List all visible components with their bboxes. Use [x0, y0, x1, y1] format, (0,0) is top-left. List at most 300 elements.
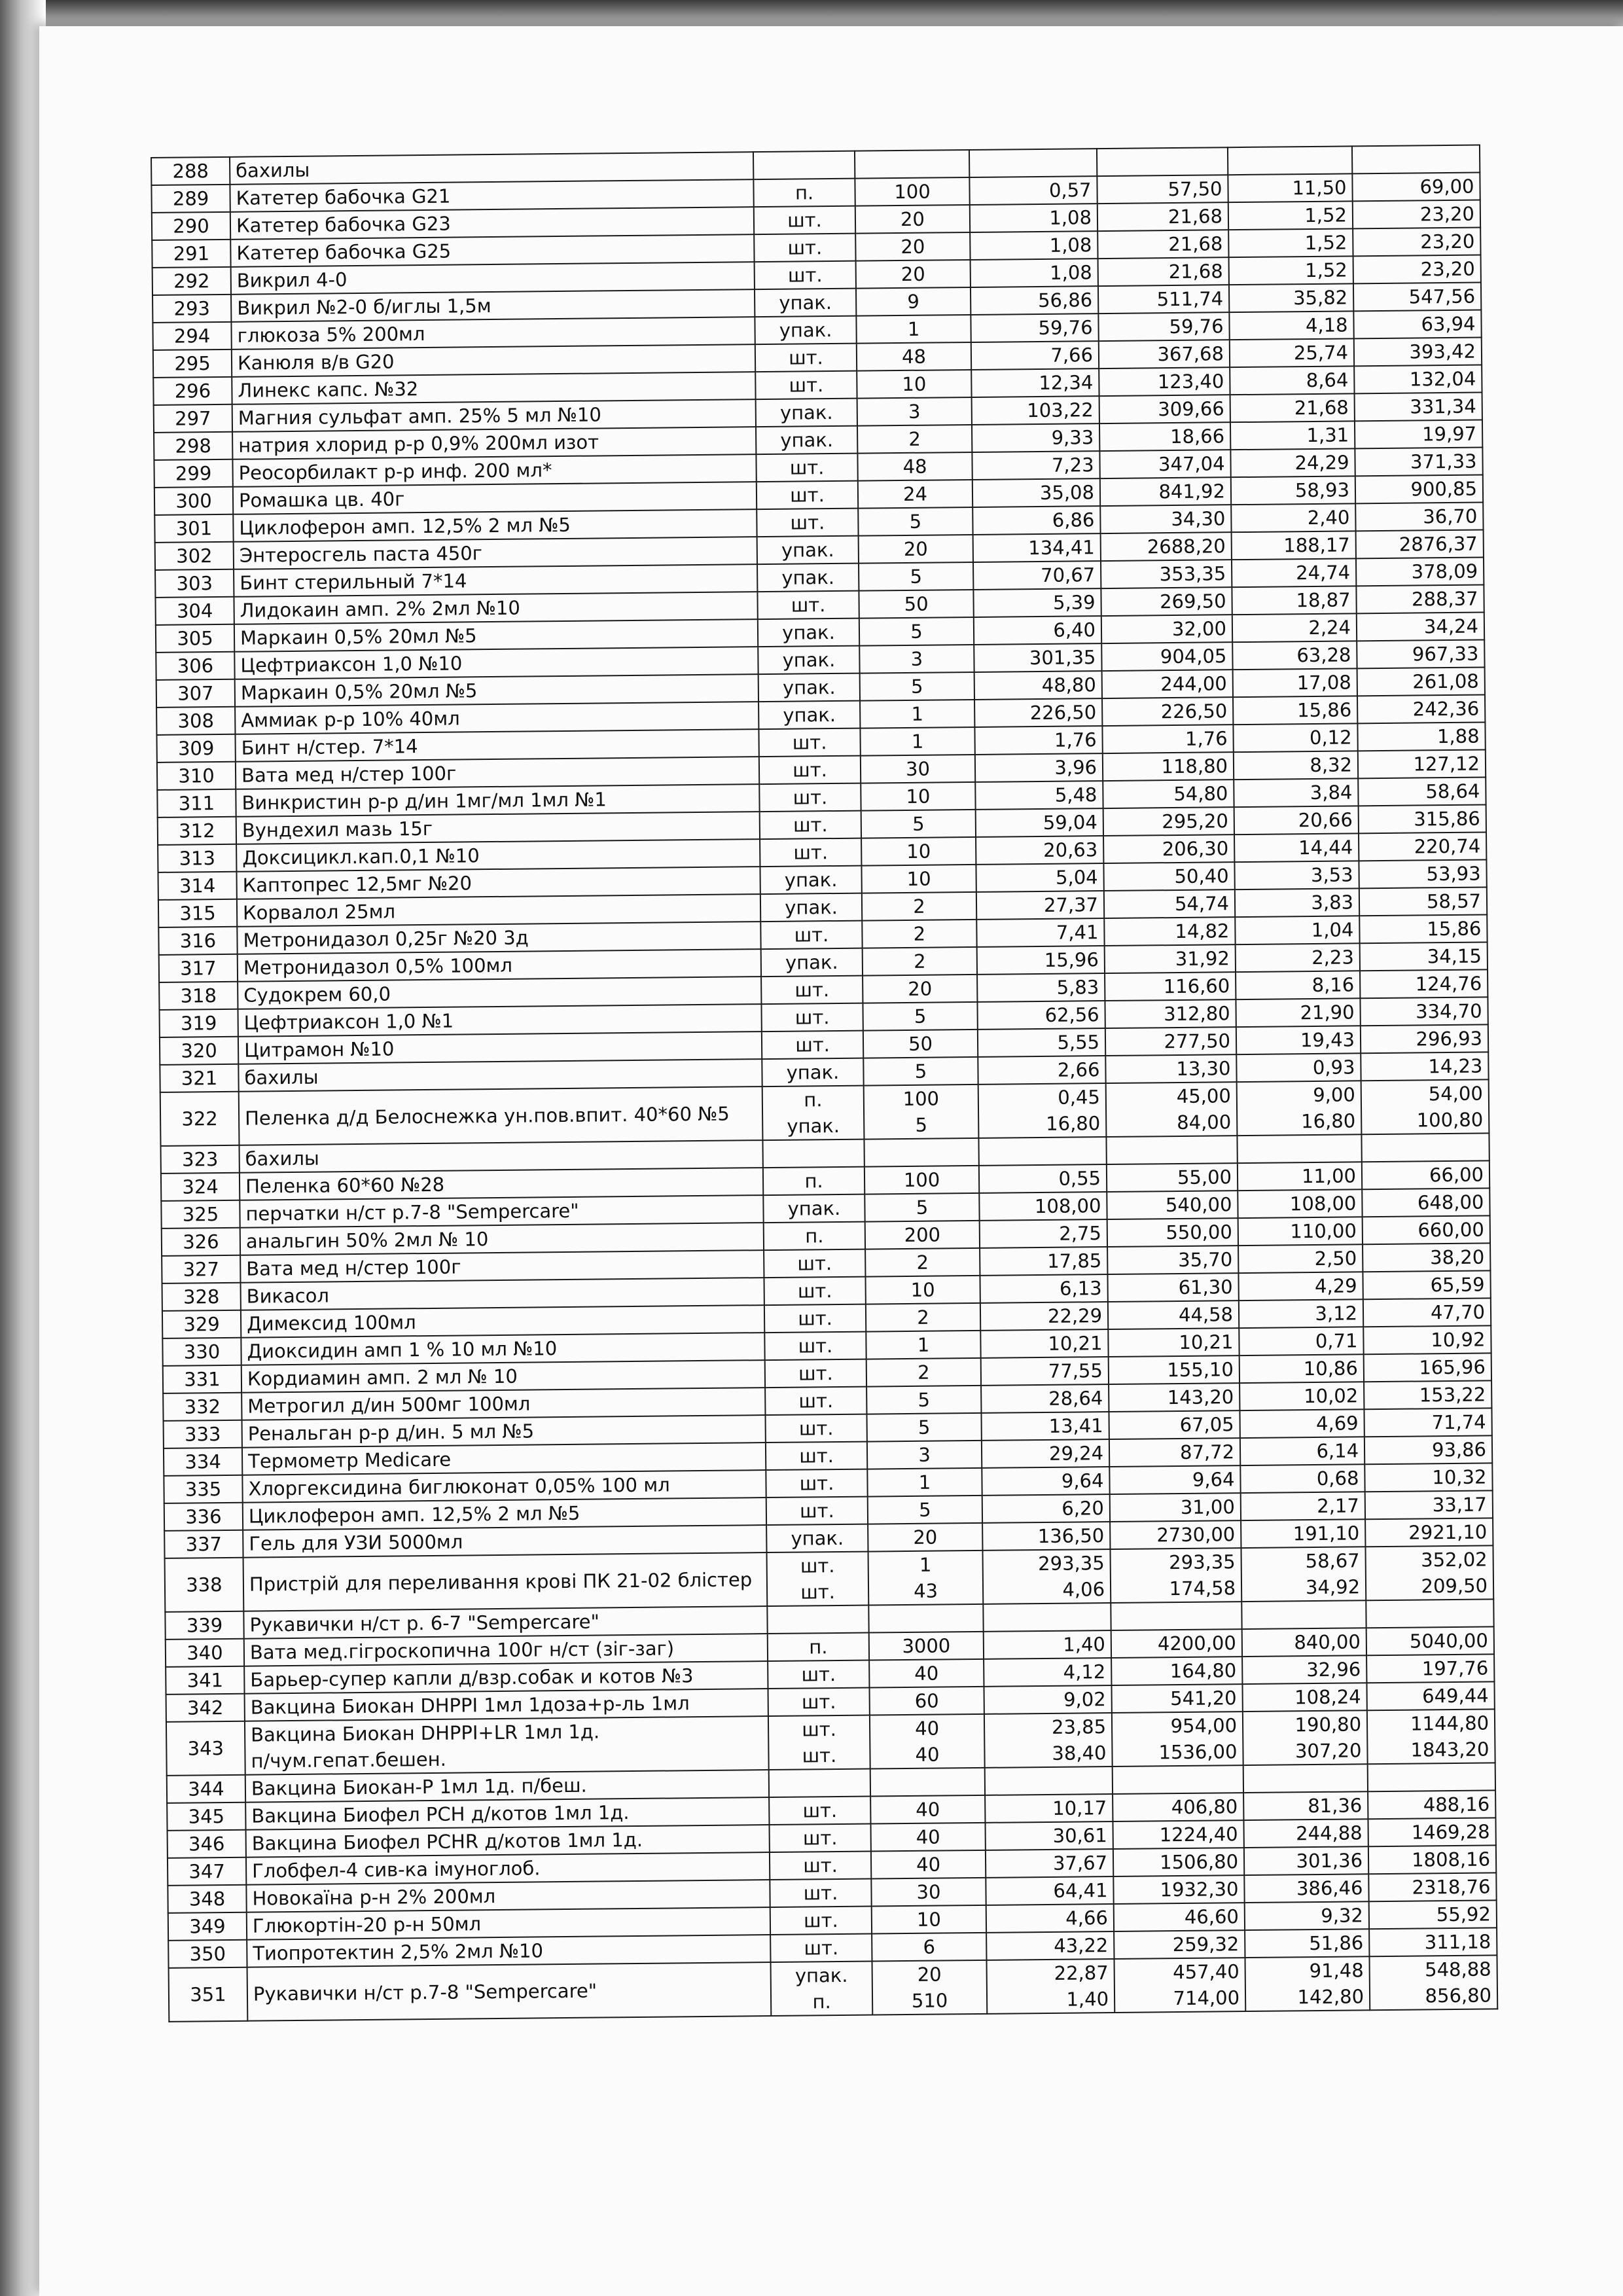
unit-price-cell: 37,67	[986, 1849, 1113, 1878]
item-name-cell: Ромашка цв. 40г	[233, 482, 757, 514]
total-with-vat: 548,88	[1425, 1958, 1491, 1981]
row-number-cell: 341	[166, 1666, 244, 1695]
quantity-cell: 2	[865, 1248, 980, 1277]
unit-price-cell: 64,41	[986, 1876, 1113, 1905]
item-name-cell: Тиопротектин 2,5% 2мл №10	[247, 1935, 770, 1967]
item-name-cell: Магния сульфат амп. 25% 5 мл №10	[232, 399, 756, 432]
row-number-cell: 316	[158, 927, 237, 955]
row-number-cell: 329	[162, 1310, 241, 1338]
unit-price-cell	[984, 1713, 1113, 1768]
quantity-cell: 30	[871, 1878, 986, 1907]
row-number-cell	[160, 1092, 240, 1146]
row-number: 322	[181, 1107, 218, 1130]
sum-without-vat-cell: 277,50	[1105, 1027, 1236, 1056]
vat-amount-cell: 2,23	[1236, 943, 1360, 972]
row-number-cell: 331	[163, 1365, 241, 1393]
unit-price-cell: 20,63	[976, 836, 1103, 865]
sum-without-vat-cell: 46,60	[1114, 1903, 1245, 1931]
unit-cell: шт.	[757, 481, 858, 509]
unit-price-cell: 7,66	[971, 341, 1099, 370]
unit-cell	[762, 1086, 865, 1140]
unit-price-cell: 4,12	[984, 1658, 1111, 1687]
quantity-cell: 10	[861, 837, 976, 866]
item-name-cell: Линекс капс. №32	[232, 372, 755, 404]
item-name-cell: Доксицикл.кап.0,1 №10	[236, 839, 760, 872]
total-with-vat-cell: 334,70	[1360, 997, 1488, 1026]
vat-amount-cell: 4,29	[1238, 1272, 1363, 1300]
unit-cell: шт.	[755, 261, 856, 289]
row-number-cell: 319	[160, 1009, 238, 1037]
row-number-cell: 306	[156, 652, 234, 680]
unit-cell: шт.	[757, 509, 858, 537]
sum-without-vat-cell: 13,30	[1105, 1054, 1236, 1083]
quantity-cell: 5	[859, 617, 974, 646]
sum-without-vat-cell: 1506,80	[1113, 1848, 1244, 1876]
quantity-cell: 2	[866, 1303, 980, 1332]
quantity-cell: 10	[865, 1276, 980, 1304]
unit-price-cell: 15,96	[977, 946, 1105, 975]
vat-amount-cell	[1237, 1134, 1361, 1163]
total-with-vat-cell: 371,33	[1355, 447, 1482, 476]
unit-price-cell: 48,80	[974, 671, 1102, 700]
item-name-cell: Термометр Medicare	[242, 1443, 766, 1475]
item-name-cell: Глюкортін-20 р-н 50мл	[247, 1907, 770, 1940]
vat-amount-cell: 6,14	[1240, 1437, 1364, 1465]
item-name-cell: Новокаїна р-н 2% 200мл	[246, 1880, 770, 1912]
quantity-cell	[872, 1960, 988, 2015]
unit-cell: шт.	[764, 1277, 865, 1305]
row-number-cell: 303	[155, 569, 234, 598]
total-with-vat-cell: 2876,37	[1356, 529, 1484, 558]
sum-without-vat-cell: 295,20	[1103, 807, 1234, 836]
sum-without-vat: 457,40	[1173, 1960, 1240, 1984]
unit-price-cell	[978, 1137, 1106, 1166]
quantity-cell: 20	[855, 205, 970, 234]
sum-without-vat-cell: 1224,40	[1113, 1820, 1243, 1849]
total-with-vat-cell: 2921,10	[1365, 1518, 1493, 1547]
total-with-vat-cell: 63,94	[1353, 310, 1481, 338]
unit-cell: шт.	[770, 1934, 872, 1962]
item-name-cell: Пеленка 60*60 №28	[240, 1168, 763, 1200]
unit-price-cell: 108,00	[979, 1192, 1107, 1221]
vat-amount-cell: 8,32	[1234, 751, 1358, 780]
item-name-cell: Судокрем 60,0	[238, 977, 761, 1009]
sum-without-vat-cell: 87,72	[1109, 1438, 1240, 1467]
unit-cell: п.	[768, 1633, 869, 1661]
total-with-vat-cell	[1361, 1133, 1489, 1162]
total-with-vat-cell: 19,97	[1355, 420, 1482, 448]
vat-amount-cell: 17,08	[1233, 668, 1357, 697]
item-name-cell: Вакцина Биокан DHPPI 1мл 1доза+р-ль 1мл	[245, 1689, 768, 1721]
item-name-cell: Викрил №2-0 б/иглы 1,5м	[231, 289, 755, 322]
unit-price-cell: 12,34	[971, 368, 1099, 397]
unit-cell: упак.	[758, 701, 860, 729]
row-number-cell: 335	[164, 1475, 242, 1503]
unit-cell: шт.	[770, 1852, 871, 1880]
total-with-vat-cell: 69,00	[1352, 173, 1480, 202]
row-number-cell: 344	[167, 1775, 245, 1803]
quantity-cell: 5	[863, 1002, 977, 1031]
total-with-vat-cell: 331,34	[1355, 392, 1482, 421]
sum-without-vat-line-2: 84,00	[1177, 1111, 1232, 1134]
total-with-vat-cell: 165,96	[1364, 1353, 1491, 1382]
total-with-vat-cell: 1808,16	[1368, 1845, 1496, 1874]
total-with-vat-cell: 5040,00	[1366, 1626, 1494, 1655]
item-name-cell: Рукавички н/ст р. 6-7 "Sempercare"	[243, 1606, 767, 1639]
unit-cell: шт.	[759, 756, 861, 784]
vat-amount-cell: 51,86	[1245, 1929, 1369, 1958]
unit-price-cell: 7,41	[976, 918, 1104, 947]
vat-amount-cell: 0,71	[1239, 1327, 1363, 1355]
total-with-vat-cell	[1352, 145, 1480, 174]
quantity-cell: 5	[860, 672, 974, 701]
total-with-vat-cell: 23,20	[1353, 227, 1480, 256]
vat-amount-cell: 25,74	[1230, 338, 1354, 367]
vat-amount-cell: 191,10	[1241, 1519, 1365, 1548]
total-with-vat-cell: 10,92	[1363, 1325, 1491, 1354]
sum-without-vat-cell: 44,58	[1108, 1300, 1239, 1329]
sum-without-vat-cell: 59,76	[1098, 312, 1229, 341]
vat-amount-cell: 2,24	[1232, 613, 1357, 642]
row-number-cell: 330	[162, 1338, 241, 1366]
quantity-cell: 10	[857, 370, 971, 399]
vat-amount-cell: 19,43	[1236, 1026, 1361, 1054]
total-with-vat-line-2: 856,80	[1425, 1984, 1492, 2007]
sum-without-vat-cell: 244,00	[1102, 670, 1233, 698]
unit: упак.	[794, 1964, 848, 1987]
unit-cell: упак.	[763, 1194, 865, 1223]
sum-without-vat-cell: 511,74	[1098, 285, 1229, 314]
unit-price-cell	[987, 1959, 1115, 2014]
item-name-cell: Бинт стерильный 7*14	[234, 564, 757, 597]
vat-amount: 190,80	[1294, 1713, 1362, 1736]
row-number-cell: 292	[152, 267, 231, 295]
quantity-cell	[868, 1551, 984, 1605]
vat-amount-cell: 3,84	[1234, 778, 1358, 807]
sum-without-vat-cell: 54,80	[1103, 780, 1234, 808]
unit-cell: шт.	[759, 783, 861, 812]
vat-amount-cell: 244,88	[1243, 1819, 1368, 1848]
row-number-cell: 311	[157, 789, 236, 817]
quantity-cell: 50	[863, 1030, 978, 1058]
item-name-cell: Вата мед н/стер 100г	[236, 757, 759, 789]
quantity-cell: 40	[870, 1795, 985, 1824]
vat-amount-cell: 0,68	[1240, 1464, 1364, 1493]
unit-price-cell: 2,75	[980, 1219, 1107, 1248]
total-with-vat-cell: 393,42	[1354, 337, 1482, 366]
unit-cell: шт.	[760, 811, 861, 839]
total-with-vat-cell: 153,22	[1364, 1380, 1491, 1409]
vat-amount-cell: 21,68	[1230, 393, 1355, 422]
quantity-cell: 3	[857, 397, 972, 426]
quantity-cell	[868, 1604, 983, 1633]
sum-without-vat-cell: 2730,00	[1110, 1520, 1241, 1549]
sum-without-vat-cell: 32,00	[1101, 615, 1232, 643]
sum-without-vat-cell: 269,50	[1101, 587, 1232, 616]
row-number-cell: 323	[161, 1145, 240, 1174]
quantity-cell: 3	[859, 645, 974, 673]
unit-cell: шт.	[770, 1824, 871, 1852]
sum-without-vat-cell	[1114, 1958, 1245, 2013]
unit-cell: п.	[753, 179, 855, 207]
item-name-cell: Энтеросгель паста 450г	[234, 537, 757, 569]
item-name-cell: Вата мед н/стер 100г	[240, 1250, 764, 1283]
quantity-cell	[870, 1768, 985, 1797]
sum-without-vat-cell: 123,40	[1099, 367, 1230, 396]
unit-cell: шт.	[755, 344, 857, 372]
total-with-vat-cell: 220,74	[1359, 832, 1486, 861]
quantity-cell: 100	[855, 177, 969, 206]
unit-price-cell: 17,85	[980, 1247, 1107, 1276]
quantity-cell: 10	[861, 865, 976, 893]
vat-amount-cell: 1,31	[1230, 421, 1355, 450]
total-with-vat-line-2: 1843,20	[1410, 1738, 1489, 1761]
unit-price-cell: 1,08	[970, 204, 1097, 232]
unit-price-cell: 5,55	[978, 1028, 1105, 1057]
vat-amount-cell	[1241, 1600, 1366, 1629]
row-number-cell: 324	[161, 1173, 240, 1201]
quantity-cell: 2	[857, 425, 972, 454]
vat-amount-cell: 1,52	[1228, 228, 1353, 257]
quantity-cell: 1	[860, 700, 974, 728]
total-with-vat-cell: 23,20	[1353, 200, 1480, 229]
sum-without-vat-cell: 540,00	[1107, 1191, 1238, 1219]
row-number-cell: 313	[158, 844, 236, 872]
row-number-cell: 337	[164, 1530, 243, 1558]
item-name-cell: Лидокаин амп. 2% 2мл №10	[234, 592, 757, 624]
total-with-vat-cell: 967,33	[1357, 639, 1484, 668]
row-number-cell: 340	[166, 1639, 244, 1667]
unit-price: 22,87	[1054, 1962, 1109, 1984]
row-number-cell: 339	[165, 1611, 243, 1640]
sum-without-vat-cell: 21,68	[1098, 257, 1229, 286]
total-with-vat-cell: 66,00	[1362, 1160, 1489, 1189]
unit-price-line-2: 1,40	[1066, 1988, 1109, 2011]
row-number-cell: 349	[168, 1912, 247, 1941]
unit: п.	[804, 1088, 823, 1111]
sum-without-vat: 954,00	[1170, 1714, 1238, 1738]
unit-price-cell: 2,66	[978, 1056, 1105, 1085]
row-number-cell: 289	[151, 185, 230, 213]
sum-without-vat-cell	[1110, 1548, 1241, 1603]
unit-cell: шт.	[766, 1442, 867, 1470]
sum-without-vat-cell: 18,66	[1099, 422, 1230, 451]
total-with-vat-cell: 288,37	[1356, 584, 1484, 613]
quantity-cell: 1	[866, 1331, 980, 1359]
unit-cell	[762, 1139, 864, 1168]
sum-without-vat-cell	[1112, 1712, 1243, 1767]
unit-price-cell: 1,76	[974, 726, 1102, 755]
total-with-vat-cell: 547,56	[1353, 282, 1481, 311]
unit-price-cell: 5,83	[977, 973, 1105, 1002]
total-with-vat-cell: 58,57	[1359, 887, 1487, 916]
item-name-cell: Димексид 100мл	[241, 1305, 764, 1338]
unit-price-cell: 103,22	[972, 396, 1099, 425]
row-number-cell: 295	[153, 350, 232, 378]
vat-amount-cell: 9,32	[1245, 1901, 1369, 1930]
sum-without-vat-line-2: 1536,00	[1158, 1740, 1238, 1764]
sum-without-vat-cell: 10,21	[1108, 1328, 1239, 1357]
sum-without-vat-cell: 164,80	[1111, 1657, 1242, 1685]
vat-amount-cell: 81,36	[1243, 1791, 1368, 1820]
unit-cell	[768, 1715, 870, 1770]
unit-price-cell: 6,20	[982, 1494, 1110, 1523]
row-number-cell: 348	[168, 1885, 246, 1913]
row-number-cell: 298	[154, 432, 232, 460]
unit-price-cell: 27,37	[976, 891, 1104, 920]
item-name-cell: Каптопрес 12,5мг №20	[236, 867, 760, 899]
unit-price-line-2: 16,80	[1046, 1112, 1101, 1135]
item-name-cell: Маркаин 0,5% 20мл №5	[235, 674, 758, 707]
unit-cell: шт.	[757, 591, 859, 619]
unit-line-2: шт.	[802, 1744, 837, 1767]
item-name-cell	[247, 1962, 772, 2021]
unit-cell: шт.	[758, 728, 860, 757]
sum-without-vat-cell: 347,04	[1099, 450, 1230, 478]
item-name-cell: Бинт н/стер. 7*14	[235, 729, 758, 762]
unit-cell: упак.	[757, 564, 859, 592]
total-with-vat-cell	[1361, 1079, 1489, 1134]
row-number-cell: 310	[157, 762, 236, 790]
total-with-vat: 1144,80	[1410, 1712, 1489, 1735]
vat-amount-cell: 8,16	[1236, 971, 1360, 999]
item-name-cell: Барьер-супер капли д/взр.собак и котов №3	[244, 1661, 768, 1694]
unit-price-cell: 9,33	[972, 423, 1099, 452]
item-name-cell: Вакцина Биокан-Р 1мл 1д. п/беш.	[245, 1770, 769, 1803]
item-name-cell: натрия хлорид р-р 0,9% 200мл изот	[232, 427, 756, 459]
vat-amount-cell: 15,86	[1233, 696, 1357, 725]
unit-price-cell	[978, 1083, 1107, 1138]
vat-amount-cell: 3,83	[1235, 888, 1359, 917]
total-with-vat: 54,00	[1428, 1082, 1483, 1105]
total-with-vat-cell: 93,86	[1364, 1435, 1492, 1464]
vat-amount-cell: 24,29	[1230, 448, 1355, 477]
row-number-cell: 317	[159, 954, 238, 982]
quantity-cell: 20	[855, 232, 970, 261]
unit-cell	[767, 1552, 869, 1606]
unit-cell: шт.	[764, 1332, 866, 1360]
quantity-cell: 2	[863, 947, 977, 976]
unit-cell: шт.	[761, 976, 863, 1004]
unit-price-cell: 5,04	[976, 863, 1103, 892]
unit-price-cell: 77,55	[981, 1357, 1109, 1386]
unit-cell	[753, 151, 855, 179]
unit-price-cell: 35,08	[972, 478, 1100, 507]
row-number-cell: 315	[158, 899, 237, 927]
item-name-cell: Циклоферон амп. 12,5% 2 мл №5	[233, 509, 757, 542]
sum-without-vat-cell: 1,76	[1102, 725, 1233, 753]
total-with-vat-cell: 127,12	[1358, 749, 1486, 778]
unit-price-cell: 3,96	[975, 753, 1103, 782]
sum-without-vat-cell: 1932,30	[1113, 1875, 1244, 1904]
sum-without-vat-cell: 14,82	[1104, 917, 1235, 946]
unit-cell: шт.	[765, 1359, 866, 1388]
row-number-cell: 308	[156, 707, 235, 735]
sum-without-vat-cell: 4200,00	[1111, 1629, 1242, 1658]
row-number-cell: 325	[161, 1200, 240, 1229]
row-number-cell: 333	[164, 1420, 242, 1448]
vat-amount-cell: 3,53	[1234, 861, 1359, 889]
sum-without-vat-cell: 35,70	[1107, 1246, 1238, 1274]
total-with-vat-cell: 132,04	[1354, 365, 1482, 393]
vat-amount-line-2: 34,92	[1305, 1575, 1361, 1599]
vat-amount-cell: 4,18	[1229, 311, 1353, 340]
quantity-cell: 5	[858, 507, 972, 536]
vat-amount-cell: 20,66	[1234, 806, 1359, 834]
row-number-cell: 294	[152, 322, 231, 350]
sum-without-vat-cell: 367,68	[1099, 340, 1230, 368]
vat-amount-cell: 11,50	[1228, 173, 1352, 202]
sum-without-vat-cell: 541,20	[1111, 1684, 1242, 1713]
quantity-cell: 5	[865, 1193, 979, 1222]
row-number-cell: 328	[162, 1283, 241, 1311]
total-with-vat-cell: 2318,76	[1368, 1873, 1496, 1901]
unit-price-cell: 7,23	[972, 451, 1099, 480]
quantity-cell	[855, 150, 969, 179]
row-number-cell: 321	[160, 1064, 238, 1092]
sum-without-vat-cell	[1113, 1765, 1243, 1794]
total-with-vat-cell	[1368, 1763, 1495, 1791]
row-number-cell: 327	[162, 1255, 240, 1283]
total-with-vat-cell: 1,88	[1357, 722, 1485, 751]
vat-amount-cell: 21,90	[1236, 998, 1360, 1027]
unit-price-cell: 10,17	[985, 1794, 1113, 1823]
unit-price: 0,45	[1058, 1086, 1101, 1109]
unit-cell: упак.	[762, 1058, 863, 1086]
quantity-cell: 3	[867, 1441, 982, 1469]
unit-price-cell: 9,64	[982, 1467, 1109, 1496]
unit-price-cell: 0,57	[969, 176, 1097, 205]
item-name-cell: Вата мед.гігроскопична 100г н/ст (зіг-заг)	[244, 1634, 768, 1666]
unit-cell: упак.	[766, 1524, 868, 1552]
row-number-cell: 342	[166, 1694, 245, 1722]
unit-price-cell	[982, 1549, 1111, 1604]
quantity-cell: 24	[858, 480, 972, 509]
item-name-cell: Катетер бабочка G21	[230, 179, 753, 212]
item-name-cell: анальгин 50% 2мл № 10	[240, 1223, 764, 1255]
row-number-cell: 312	[158, 817, 236, 845]
item-name-cell: Кордиамин амп. 2 мл № 10	[241, 1360, 765, 1393]
vat-amount-cell: 11,00	[1238, 1162, 1362, 1191]
unit-cell: шт.	[766, 1497, 868, 1525]
row-number-cell: 299	[154, 459, 232, 488]
unit-cell: шт.	[762, 1031, 863, 1059]
vat-amount-cell: 14,44	[1234, 833, 1359, 862]
unit-cell: шт.	[760, 921, 862, 949]
unit-price-cell: 29,24	[982, 1439, 1109, 1468]
row-number-cell: 305	[156, 624, 234, 653]
row-number-cell	[165, 1558, 244, 1612]
unit-cell: шт.	[769, 1797, 870, 1825]
item-name-cell: Метронидазол 0,25г №20 3д	[237, 922, 760, 954]
unit-price: 293,35	[1038, 1552, 1105, 1575]
quantity-cell: 5	[868, 1496, 982, 1524]
row-number-cell: 350	[168, 1940, 247, 1968]
sum-without-vat-cell: 54,74	[1104, 889, 1235, 918]
unit-price-cell: 59,76	[971, 314, 1098, 342]
quantity-cell: 60	[869, 1687, 984, 1715]
sum-without-vat-cell: 206,30	[1103, 834, 1234, 863]
quantity-cell: 9	[856, 287, 971, 316]
vat-amount-cell: 63,28	[1232, 641, 1357, 670]
row-number-cell: 304	[155, 597, 234, 625]
quantity-cell: 30	[861, 755, 975, 783]
row-number: 338	[186, 1573, 223, 1596]
vat-amount-cell	[1243, 1710, 1368, 1765]
quantity-cell: 10	[872, 1905, 986, 1934]
sum-without-vat-cell: 353,35	[1101, 560, 1232, 588]
quantity-line-2: 510	[911, 1989, 948, 2012]
